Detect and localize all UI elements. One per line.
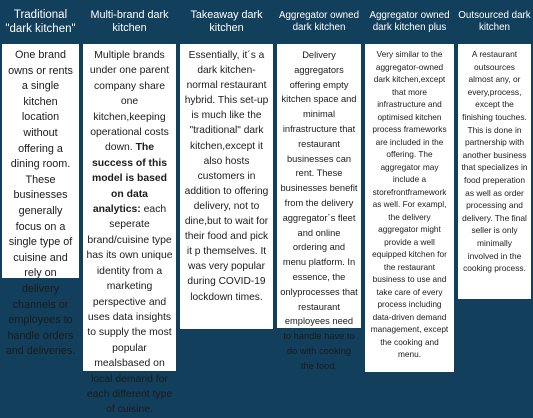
body-text: each seperate brand/cuisine type has its own unique identity from a marketing perspective and uses data insights to supply the most popular mealsbased on local demand for each different type of cuisine. [86,204,173,416]
column-header: Takeaway dark kitchen [190,8,263,34]
column-header: Aggregator owned dark kitchen [278,9,360,33]
column-traditional [0,0,81,400]
column-header: Traditional "dark kitchen" [5,8,76,35]
column-body: A restaurant outsources almost any, or every,process, except the finishing touches. This is done in partnership with another business that specializes in food preperation as well as order processing and delivery. The final seller is only minimally involved in the cooking process. [458,44,531,299]
column-aggregator-owned [275,0,363,400]
body-bold-text: The success of this model is based on data analytics: [91,142,168,216]
column-body [83,44,176,416]
column-outsourced [456,0,533,400]
column-header: Aggregator owned dark kitchen plus [369,9,450,33]
column-body: Very similar to the aggregator-owned dark kitchen,except that more infrastructure and optimised kitchen process frameworks are included in the offering. The aggregator may include a storefrontframework as well. For exampl, the delivery aggregator might provide a well equipped kitchen for the restaurant business to use and take care of every process including data-driven demand management, except the cooking and menu. [365,44,454,372]
column-body: Delivery aggregators offering empty kitchen space and minimal infrastructure that restaurant businesses can rent. These businesses benefit from the delivery aggregator´s fleet and online ordering and menu platform. In essence, the onlyprocesses that restaurant employees need to handle have to do with cooking the food. [277,44,361,328]
column-takeaway [178,0,275,400]
column-body: One brand owns or rents a single kitchen location without offering a dining room. These businesses generally focus on a single type of cuisine and rely on delivery channels or employees to handle orders and deliveries. [2,44,79,278]
column-aggregator-owned-plus [363,0,456,400]
column-body: Essentially, it´s a dark kitchen-normal restaurant hybrid. This set-up is much like the "traditional" dark kitchen,except it also hosts customers in addition to offering delivery, not to dine,but to wait for their food and pick it p themselves. It was very popular during COVID-19 lockdown times. [180,44,273,329]
body-text: Multiple brands under one parent company share one kitchen,keeping operational costs down. [89,50,170,154]
column-multi-brand [81,0,178,416]
column-header: Outsourced dark kitchen [458,9,531,33]
column-header: Multi-brand dark kitchen [90,8,169,34]
